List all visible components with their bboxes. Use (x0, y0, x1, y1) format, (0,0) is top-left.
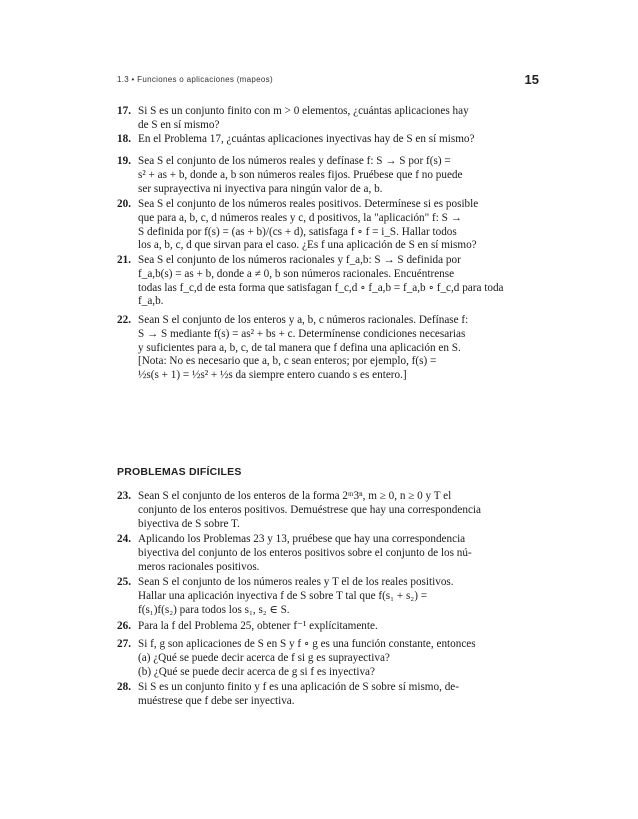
problem-number: 24. (117, 533, 131, 545)
problem-number: 21. (117, 254, 131, 266)
problem-item (117, 576, 542, 617)
problem-item (117, 254, 542, 309)
problem-number: 22. (117, 314, 131, 326)
problem-line: s² + as + b, donde a, b son números reales fijos. Pruébese que f no puede (138, 168, 463, 181)
problem-number: 27. (117, 638, 131, 650)
problem-line: Aplicando los Problemas 23 y 13, pruébese que hay una correspondencia (138, 533, 466, 545)
problem-item (117, 681, 542, 709)
problem-text (138, 105, 542, 133)
problem-line: Sean S el conjunto de los enteros de la forma 2ᵐ3ⁿ, m ≥ 0, n ≥ 0 y T el (138, 490, 452, 502)
problem-item (117, 155, 542, 196)
problem-line: todas las f_c,d de esta forma que satisfagan f_c,d ∘ f_a,b = f_a,b ∘ f_c,d para toda (138, 281, 504, 294)
problem-line: S → S mediante f(s) = as² + bs + c. Determínense condiciones necesarias (138, 327, 466, 340)
problem-number: 17. (117, 105, 131, 117)
problem-line: que para a, b, c, d números reales y c, d positivos, la "aplicación" f: S → (138, 211, 462, 224)
problem-line: Si S es un conjunto finito y f es una aplicación de S sobre sí mismo, de- (138, 681, 459, 693)
problem-line: de S en sí mismo? (138, 118, 220, 131)
problem-line: Sea S el conjunto de los números reales y defínase f: S → S por f(s) = (138, 155, 451, 167)
problem-number: 19. (117, 155, 131, 167)
section-title: PROBLEMAS DIFÍCILES (117, 466, 242, 478)
problem-line: (b) ¿Qué se puede decir acerca de g si f es inyectiva? (138, 665, 375, 678)
problem-line: conjunto de los enteros positivos. Demuéstrese que hay una correspondencia (138, 503, 481, 516)
problem-line: Si f, g son aplicaciones de S en S y f ∘ g es una función constante, entonces (138, 638, 476, 650)
problem-line: y suficientes para a, b, c, de tal manera que f defina una aplicación en S. (138, 341, 461, 354)
problem-text (138, 314, 542, 383)
problem-line: Para la f del Problema 25, obtener f⁻¹ explícitamente. (138, 620, 378, 632)
problem-text (138, 198, 542, 253)
problem-text (138, 254, 542, 309)
problem-line: Sean S el conjunto de los enteros y a, b, c números racionales. Defínase f: (138, 314, 469, 326)
problem-text (138, 533, 542, 574)
problem-line: biyectiva de S sobre T. (138, 517, 240, 530)
problem-line: f(s₁)f(s₂) para todos los s₁, s₂ ∈ S. (138, 603, 290, 616)
problem-text (138, 133, 542, 147)
problem-number: 20. (117, 198, 131, 210)
problem-line: [Nota: No es necesario que a, b, c sean enteros; por ejemplo, f(s) = (138, 355, 437, 368)
problem-line: f_a,b. (138, 295, 164, 308)
problem-line: Sea S el conjunto de los números racionales y f_a,b: S → S definida por (138, 254, 461, 266)
page-number: 15 (524, 72, 539, 87)
problem-number: 26. (117, 620, 131, 632)
problem-line: los a, b, c, d que sirvan para el caso. ¿Es f una aplicación de S en sí mismo? (138, 239, 477, 252)
problem-line: S definida por f(s) = (as + b)/(cs + d), satisfaga f ∘ f = i_S. Hallar todos (138, 225, 457, 238)
problem-item (117, 105, 542, 133)
problem-text (138, 681, 542, 709)
page-header (117, 74, 539, 90)
problem-line: biyectiva del conjunto de los enteros positivos sobre el conjunto de los nú- (138, 546, 472, 559)
problem-text (138, 490, 542, 531)
problem-line: f_a,b(s) = as + b, donde a ≠ 0, b son números racionales. Encuéntrense (138, 267, 455, 280)
problem-line: meros racionales positivos. (138, 560, 260, 573)
problem-item (117, 133, 542, 147)
problem-text (138, 155, 542, 196)
problem-item (117, 638, 542, 679)
problem-item (117, 198, 542, 253)
problem-line: ½s(s + 1) = ½s² + ½s da siempre entero cuando s es entero.] (138, 369, 407, 382)
problem-line: Si S es un conjunto finito con m > 0 elementos, ¿cuántas aplicaciones hay (138, 105, 469, 117)
problem-line: muéstrese que f debe ser inyectiva. (138, 694, 295, 707)
problem-number: 23. (117, 490, 131, 502)
problem-number: 18. (117, 133, 131, 145)
problem-line: En el Problema 17, ¿cuántas aplicaciones inyectivas hay de S en sí mismo? (138, 133, 475, 145)
problem-text (138, 576, 542, 617)
problem-line: ser suprayectiva ni inyectiva para ningún valor de a, b. (138, 182, 383, 195)
problem-number: 25. (117, 576, 131, 588)
problem-item (117, 533, 542, 574)
problem-line: Sea S el conjunto de los números reales positivos. Determínese si es posible (138, 198, 479, 210)
running-title: 1.3 • Funciones o aplicaciones (mapeos) (117, 75, 273, 84)
problem-text (138, 638, 542, 679)
problem-line: Hallar una aplicación inyectiva f de S sobre T tal que f(s₁ + s₂) = (138, 589, 428, 602)
problem-item (117, 314, 542, 383)
problem-text (138, 620, 542, 634)
problem-line: (a) ¿Qué se puede decir acerca de f si g es suprayectiva? (138, 651, 390, 664)
problem-item (117, 620, 542, 634)
problem-number: 28. (117, 681, 131, 693)
problem-item (117, 490, 542, 531)
problem-line: Sean S el conjunto de los números reales y T el de los reales positivos. (138, 576, 454, 588)
